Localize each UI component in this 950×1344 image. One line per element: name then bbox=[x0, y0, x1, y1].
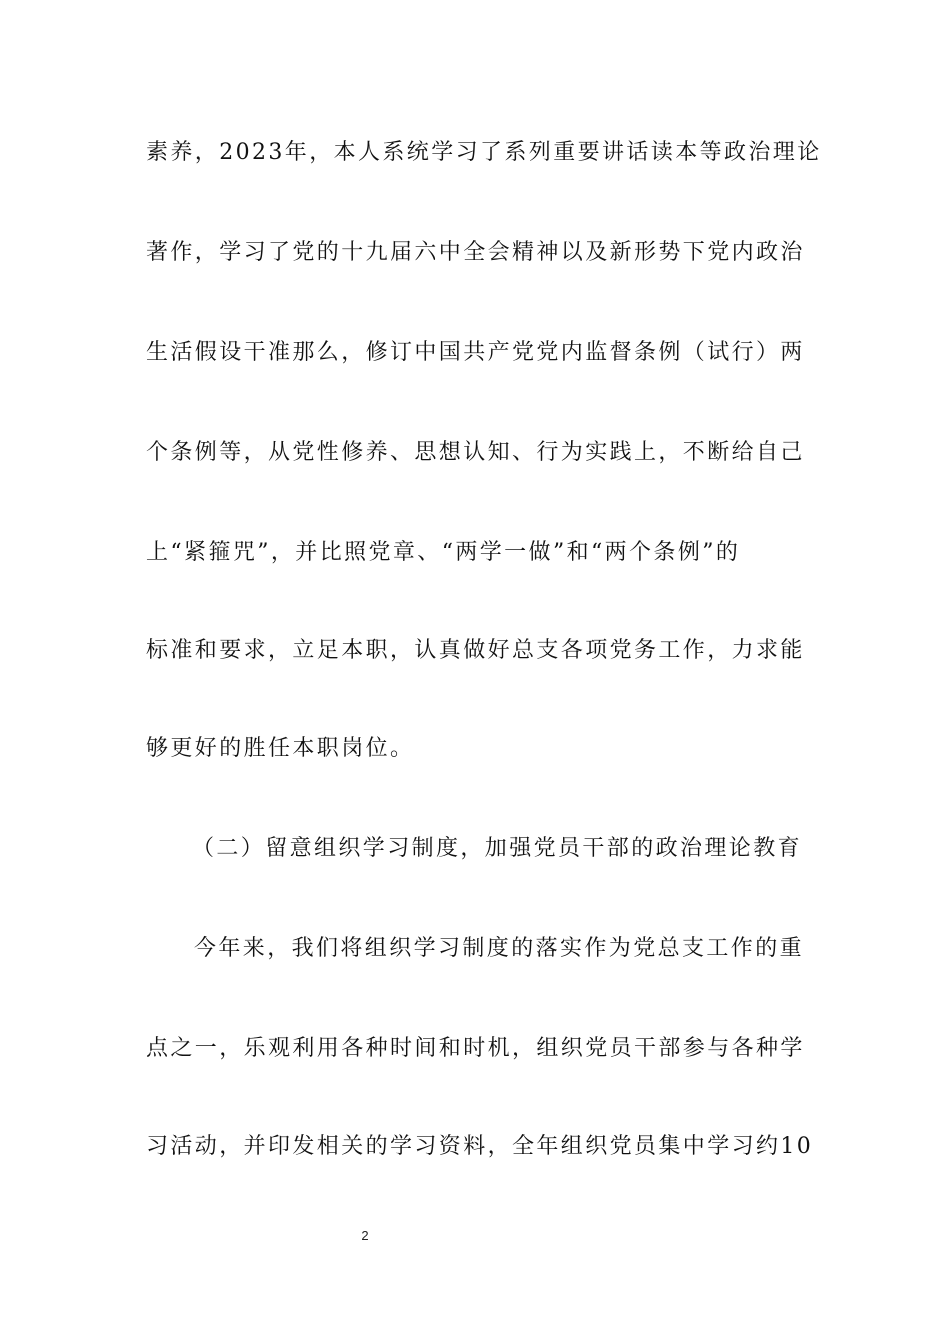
section-heading: （二）留意组织学习制度，加强党员干部的政治理论教育 bbox=[192, 836, 803, 861]
paragraph1-line-7: 够更好的胜任本职岗位。 bbox=[146, 736, 415, 761]
paragraph1-line-5: 上“紧箍咒”，并比照党章、“两学一做”和“两个条例”的 bbox=[146, 540, 741, 565]
page-number: 2 bbox=[361, 1228, 369, 1243]
paragraph2-line-3: 习活动，并印发相关的学习资料，全年组织党员集中学习约10 bbox=[146, 1134, 814, 1159]
paragraph2-line-1: 今年来，我们将组织学习制度的落实作为党总支工作的重 bbox=[194, 936, 805, 961]
paragraph1-line-2: 著作，学习了党的十九届六中全会精神以及新形势下党内政治 bbox=[146, 240, 805, 265]
paragraph1-line-1: 素养，2023年，本人系统学习了系列重要讲话读本等政治理论 bbox=[146, 140, 822, 165]
paragraph1-line-4: 个条例等，从党性修养、思想认知、行为实践上，不断给自己 bbox=[146, 440, 805, 465]
paragraph1-line-3: 生活假设干准那么，修订中国共产党党内监督条例（试行）两 bbox=[146, 340, 805, 365]
paragraph1-line-6: 标准和要求，立足本职，认真做好总支各项党务工作，力求能 bbox=[146, 638, 805, 663]
paragraph2-line-2: 点之一，乐观利用各种时间和时机，组织党员干部参与各种学 bbox=[146, 1036, 805, 1061]
